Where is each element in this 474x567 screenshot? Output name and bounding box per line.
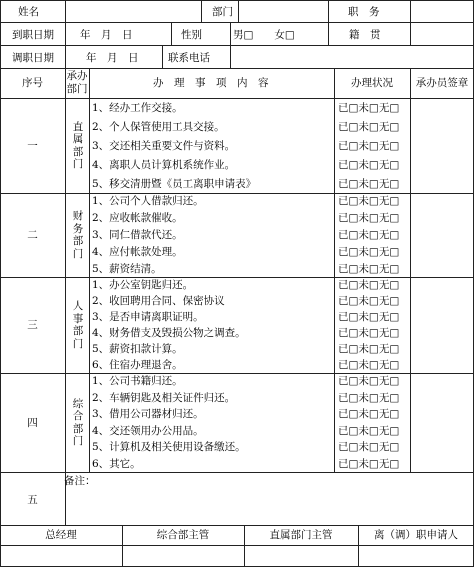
transfer-date-label: 调职日期 [12, 52, 54, 64]
status-checkboxes[interactable]: 已□未□无□ [338, 311, 400, 323]
grid-line [0, 22, 474, 23]
grid-line [0, 68, 474, 69]
status-checkboxes[interactable]: 已□未□无□ [338, 424, 400, 437]
footer-admin-supervisor: 综合部主管 [156, 529, 210, 541]
gender-checkboxes[interactable]: 男□ 女□ [233, 29, 295, 41]
status-checkboxes[interactable]: 已□未□无□ [338, 101, 400, 114]
status-checkboxes[interactable]: 已□未□无□ [338, 441, 400, 454]
sign-applicant[interactable] [358, 545, 474, 567]
grid-line [0, 98, 474, 99]
origin-field[interactable] [410, 23, 474, 45]
sign-direct-supervisor[interactable] [244, 545, 358, 567]
handover-item: 2、应收帐款催收。 [92, 212, 183, 225]
status-checkboxes[interactable]: 已□未□无□ [338, 158, 400, 171]
section-dept: 财务部门 [72, 210, 84, 260]
sign-admin-supervisor[interactable] [122, 545, 244, 567]
name-cell [0, 0, 65, 22]
dept-field[interactable] [238, 0, 328, 22]
signature-cell[interactable] [410, 325, 474, 341]
signature-cell[interactable] [410, 155, 474, 174]
signature-cell[interactable] [410, 293, 474, 309]
origin-label: 籍 贯 [349, 29, 381, 41]
signature-cell[interactable] [410, 193, 474, 210]
signature-cell[interactable] [410, 309, 474, 325]
handover-item: 1、公司书籍归还。 [92, 375, 183, 388]
status-checkboxes[interactable]: 已□未□无□ [338, 391, 400, 404]
grid-line [65, 68, 66, 525]
signature-cell[interactable] [410, 390, 474, 407]
handover-item: 4、交还领用办公用品。 [92, 424, 204, 437]
grid-line [328, 0, 329, 46]
transfer-date-field[interactable]: 年 月 日 [86, 52, 139, 64]
remarks-field[interactable] [65, 472, 474, 525]
position-label: 职 务 [348, 6, 380, 18]
handover-item: 3、是否申请离职证明。 [92, 311, 204, 323]
status-checkboxes[interactable]: 已□未□无□ [338, 177, 400, 190]
grid-line [89, 68, 90, 472]
signature-cell[interactable] [410, 260, 474, 277]
status-checkboxes[interactable]: 已□未□无□ [338, 408, 400, 421]
section-dept: 直属部门 [72, 120, 84, 170]
signature-cell[interactable] [410, 136, 474, 155]
status-checkboxes[interactable]: 已□未□无□ [338, 327, 400, 339]
grid-line [171, 23, 172, 46]
footer-general-manager: 总经理 [45, 529, 77, 541]
section-seq: 二 [27, 229, 38, 241]
entry-date-label: 到职日期 [12, 29, 54, 41]
signature-cell[interactable] [410, 439, 474, 456]
col-signature-header: 承办员签章 [415, 77, 469, 89]
handover-item: 3、交还相关重要文件与资料。 [92, 139, 236, 152]
grid-line [0, 373, 474, 374]
section-seq: 一 [27, 139, 38, 152]
handover-item: 6、住宿办理退舍。 [92, 359, 183, 371]
dept-label: 部门 [212, 6, 233, 18]
sign-general-manager[interactable] [0, 545, 122, 567]
status-checkboxes[interactable]: 已□未□无□ [338, 359, 400, 371]
handover-item: 3、同仁借款代还。 [92, 229, 183, 241]
signature-cell[interactable] [410, 174, 474, 193]
signature-cell[interactable] [410, 357, 474, 373]
handover-item: 5、移交清册暨《员工离职申请表》 [92, 177, 257, 190]
signature-cell[interactable] [410, 98, 474, 117]
col-dept-header: 承办部门 [66, 70, 88, 95]
handover-item: 5、薪资结清。 [92, 262, 162, 275]
handover-item: 2、个人保管使用工具交接。 [92, 120, 225, 133]
grid-line [0, 277, 474, 278]
col-items-header: 办 理 事 项 内 容 [153, 77, 269, 89]
signature-cell[interactable] [410, 277, 474, 293]
signature-cell[interactable] [410, 117, 474, 136]
status-checkboxes[interactable]: 已□未□无□ [338, 375, 400, 388]
handover-item: 1、经办工作交接。 [92, 101, 183, 114]
grid-line [201, 0, 202, 23]
position-field[interactable] [410, 0, 474, 22]
signature-cell[interactable] [410, 341, 474, 357]
name-label: 姓名 [18, 6, 39, 18]
signature-cell[interactable] [410, 373, 474, 390]
grid-line [0, 525, 474, 526]
status-checkboxes[interactable]: 已□未□无□ [338, 120, 400, 133]
section-seq: 四 [27, 416, 38, 429]
status-checkboxes[interactable]: 已□未□无□ [338, 295, 400, 307]
status-checkboxes[interactable]: 已□未□无□ [338, 262, 400, 275]
signature-cell[interactable] [410, 243, 474, 260]
handover-item: 5、计算机及相关使用设备缴还。 [92, 441, 246, 454]
col-seq-header: 序号 [22, 77, 43, 89]
status-checkboxes[interactable]: 已□未□无□ [338, 212, 400, 225]
signature-cell[interactable] [410, 423, 474, 440]
grid-line [0, 193, 474, 194]
handover-item: 1、公司个人借款归还。 [92, 195, 204, 208]
grid-line [162, 46, 163, 69]
handover-item: 6、其它。 [92, 457, 141, 470]
entry-date-field[interactable]: 年 月 日 [80, 29, 133, 41]
phone-label: 联系电话 [168, 52, 210, 64]
name-field[interactable] [67, 0, 201, 22]
handover-item: 1、办公室钥匙归还。 [92, 279, 194, 291]
handover-item: 2、车辆钥匙及相关证件归还。 [92, 391, 236, 404]
handover-item: 3、借用公司器材归还。 [92, 408, 204, 421]
status-checkboxes[interactable]: 已□未□无□ [338, 245, 400, 258]
remarks-seq: 五 [27, 494, 38, 506]
status-checkboxes[interactable]: 已□未□无□ [338, 229, 400, 241]
signature-cell[interactable] [410, 456, 474, 473]
status-checkboxes[interactable]: 已□未□无□ [338, 457, 400, 470]
signature-cell[interactable] [410, 210, 474, 227]
handover-item: 4、离职人员计算机系统作业。 [92, 158, 236, 171]
footer-applicant: 离（调）职申请人 [374, 529, 458, 541]
status-checkboxes[interactable]: 已□未□无□ [338, 195, 400, 208]
gender-label: 性别 [181, 29, 202, 41]
footer-direct-supervisor: 直属部门主管 [269, 529, 333, 541]
status-checkboxes[interactable]: 已□未□无□ [338, 139, 400, 152]
handover-item: 4、财务借支及毁损公物之调查。 [92, 327, 246, 339]
signature-cell[interactable] [410, 406, 474, 423]
signature-cell[interactable] [410, 227, 474, 244]
phone-field[interactable] [230, 46, 474, 68]
handover-item: 4、应付帐款处理。 [92, 245, 183, 258]
status-checkboxes[interactable]: 已□未□无□ [338, 343, 400, 355]
grid-line [65, 0, 66, 68]
section-dept: 综合部门 [72, 397, 84, 447]
section-seq: 三 [27, 319, 38, 331]
col-status-header: 办理状况 [351, 77, 393, 89]
handover-item: 2、收回聘用合同、保密协议 [92, 295, 225, 307]
status-checkboxes[interactable]: 已□未□无□ [338, 279, 400, 291]
handover-item: 5、薪资扣款计算。 [92, 343, 183, 355]
remarks-label: 备注： [64, 475, 96, 487]
grid-line [334, 68, 335, 472]
section-dept: 人事部门 [72, 300, 84, 350]
